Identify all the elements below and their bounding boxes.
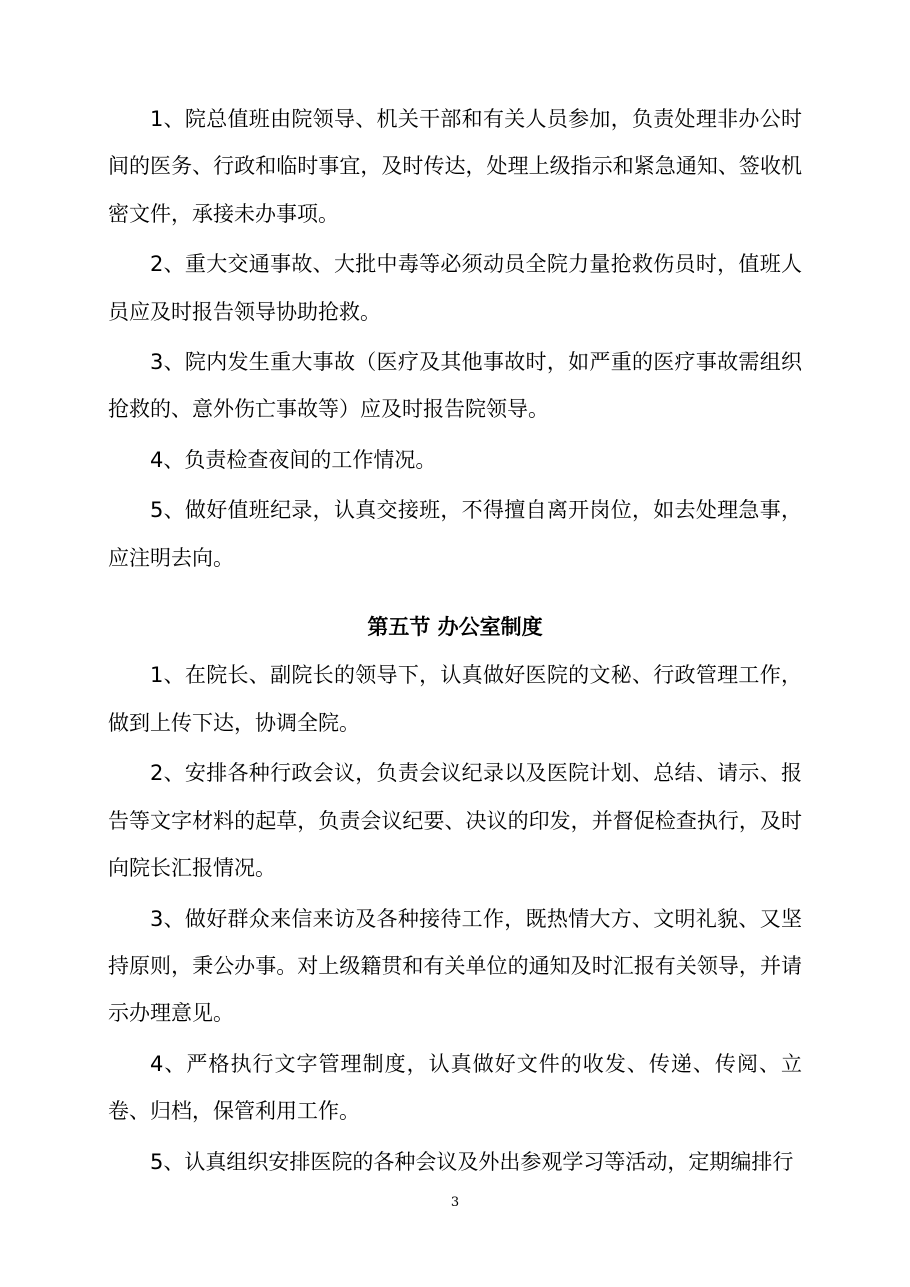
- paragraph-duty-5: 5、做好值班纪录，认真交接班，不得擅自离开岗位，如去处理急事，应注明去向。: [108, 498, 802, 570]
- paragraph-duty-2: 2、重大交通事故、大批中毒等必须动员全院力量抢救伤员时，值班人员应及时报告领导协助抢救。: [108, 252, 802, 324]
- paragraph-office-3: 3、做好群众来信来访及各种接待工作，既热情大方、文明礼貌、又坚持原则，秉公办事。对上级籍贯和有关单位的通知及时汇报有关领导，并请示办理意见。: [108, 906, 802, 1026]
- document-body: [108, 96, 802, 1186]
- paragraph-office-1: 1、在院长、副院长的领导下，认真做好医院的文秘、行政管理工作，做到上传下达，协调全院。: [108, 663, 802, 735]
- paragraph-duty-3: 3、院内发生重大事故（医疗及其他事故时，如严重的医疗事故需组织抢救的、意外伤亡事故等）应及时报告院领导。: [108, 350, 802, 422]
- paragraph-office-2: 2、安排各种行政会议，负责会议纪录以及医院计划、总结、请示、报告等文字材料的起草，负责会议纪要、决议的印发，并督促检查执行，及时向院长汇报情况。: [108, 761, 802, 881]
- paragraph-office-4: 4、严格执行文字管理制度，认真做好文件的收发、传递、传阅、立卷、归档，保管利用工作。: [108, 1051, 802, 1124]
- paragraph-duty-1: 1、院总值班由院领导、机关干部和有关人员参加，负责处理非办公时间的医务、行政和临时事宜，及时传达，处理上级指示和紧急通知、签收机密文件，承接未办事项。: [108, 107, 802, 226]
- section-heading: 第五节 办公室制度: [367, 615, 543, 640]
- page-number: 3: [450, 1195, 460, 1210]
- paragraph-duty-4: 4、负责检查夜间的工作情况。: [150, 447, 437, 472]
- paragraph-office-5: 5、认真组织安排医院的各种会议及外出参观学习等活动，定期编排行: [150, 1149, 794, 1174]
